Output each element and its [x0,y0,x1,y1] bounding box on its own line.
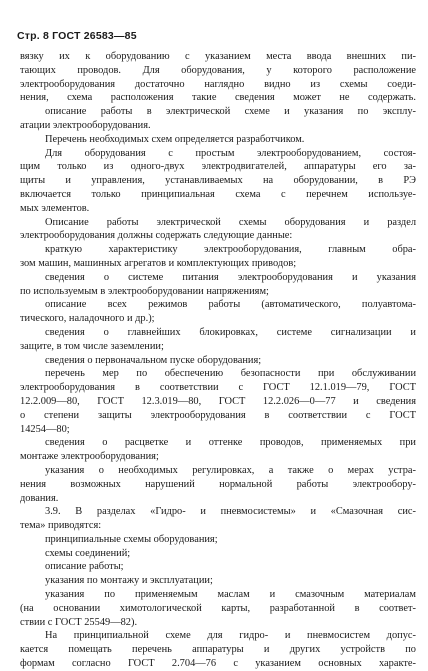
text-line: 12.2.009—80, ГОСТ 12.3.019—80, ГОСТ 12.2.026—0—77 и сведения [20,395,416,407]
text-line: Описание работы электрической схемы оборудования и раздел [45,216,416,228]
text-line: 3.9. В разделах «Гидро- и пневмосистемы» и «Смазочная сис- [45,506,416,518]
text-line: 14254—80; [20,423,70,435]
text-line: схемы соединений; [45,547,131,559]
text-line: указания о необходимых регулировках, а также о мерах устра- [45,464,416,476]
body-text [20,50,416,671]
text-line: щим только из одного-двух электродвигателей, аппаратуры его за- [20,161,416,173]
text-line: Для оборудования с простым электрооборудованием, состоя- [45,147,416,159]
text-line: сведения о расцветке и оттенке проводов, применяемых при [45,437,416,449]
text-line: описание работы; [45,561,124,573]
text-line: щиты и управления, устанавливаемых на оборудовании, в РЭ [20,175,416,187]
text-line: монтаже электрооборудования; [20,451,159,463]
text-line: На принципиальной схеме для гидро- и пневмосистем допус- [45,630,416,642]
text-line: включается только принципиальная схема с перечнем используе- [20,188,416,200]
text-line: защите, в том числе заземлении; [20,340,164,352]
text-line: электрооборудования должны содержать следующие данные: [20,230,293,242]
text-line: мых элементов. [20,202,90,214]
text-line: электрооборудования в соответствии с ГОСТ 12.1.019—79, ГОСТ [20,382,416,394]
text-line: описание работы в электрической схеме и указания по эксплу- [45,106,416,118]
text-line: формам согласно ГОСТ 2.704—76 с указанием основных характе- [20,658,416,670]
text-line: атации электрооборудования. [20,119,151,131]
text-line: дования. [20,492,59,504]
text-line: краткую характеристику электрооборудования, главным обра- [45,244,416,256]
text-line: принципиальные схемы оборудования; [45,533,218,545]
text-line: указания по монтажу и эксплуатации; [45,575,213,587]
text-line: тема» приводятся: [20,520,102,532]
text-line: нения, схема расположения такие сведения может не содержать. [20,92,416,104]
text-line: тического, наладочного и др.); [20,313,155,325]
text-line: Перечень необходимых схем определяется разработчиком. [45,133,305,145]
text-line: указания по применяемым маслам и смазочным материалам [45,589,416,601]
text-line: сведения о системе питания электрооборудования и указания [45,271,416,283]
text-line: по используемым в электрооборудовании напряжениям; [20,285,269,297]
text-line: сведения о главнейших блокировках, системе сигнализации и [45,326,416,338]
text-line: кается помещать перечень аппаратуры и других устройств по [20,644,416,656]
text-line: зом машин, машинных агрегатов и комплектующих приводов; [20,257,297,269]
text-line: тающих проводов. Для оборудования, у которого расположение [20,64,416,76]
page-header: Стр. 8 ГОСТ 26583—85 [17,30,137,42]
text-line: ствии с ГОСТ 25549—82). [20,616,138,628]
text-line: нения возможных нарушений нормальной работы электрообору- [20,478,416,490]
text-line: вязку их к оборудованию с указанием места ввода внешних пи- [20,51,416,62]
text-line: описание всех режимов работы (автоматического, полуавтома- [45,299,416,311]
text-line: сведения о первоначальном пуске оборудования; [45,354,262,366]
text-line: о степени защиты электрооборудования в соответствии с ГОСТ [20,409,416,421]
text-line: электрооборудования достаточно наглядно видно из схемы соеди- [20,78,416,90]
text-line: перечень мер по обеспечению безопасности при обслуживании [45,368,416,380]
text-line: (на основании химотологической карты, разработанной в соответ- [20,602,416,614]
